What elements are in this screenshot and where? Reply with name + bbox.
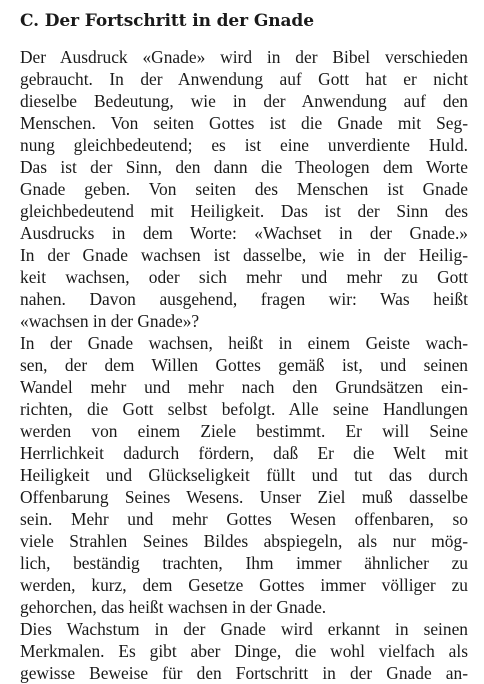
text-line: In der Gnade wachsen ist dasselbe, wie in der Heilig- (20, 245, 468, 265)
text-line: werden, kurz, dem Gesetze Gottes immer völliger zu (20, 575, 468, 595)
text-line: gebraucht. In der Anwendung auf Gott hat er nicht (20, 69, 468, 89)
text-line: Gnade geben. Von seiten des Menschen ist Gnade (20, 179, 468, 199)
text-line: Wandel mehr und mehr nach den Grundsätzen ein- (20, 377, 468, 397)
text-line: viele Strahlen Seines Bildes abspiegeln, als nur mög- (20, 531, 468, 551)
text-line: Heiligkeit und Glückseligkeit füllt und tut das durch (20, 465, 468, 485)
text-line: Ausdrucks in dem Worte: «Wachset in der Gnade.» (20, 223, 468, 243)
text-line: sein. Mehr und mehr Gottes Wesen offenbaren, so (20, 509, 468, 529)
text-line: In der Gnade wachsen, heißt in einem Geiste wach- (20, 333, 468, 353)
text-line: werden von einem Ziele bestimmt. Er will Seine (20, 421, 468, 441)
text-line: Merkmalen. Es gibt aber Dinge, die wohl vielfach als (20, 641, 468, 661)
text-line: Das ist der Sinn, den dann die Theologen dem Worte (20, 157, 468, 177)
text-line: Menschen. Von seiten Gottes ist die Gnade mit Seg- (20, 113, 468, 133)
text-line: dieselbe Bedeutung, wie in der Anwendung auf den (20, 91, 468, 111)
text-line: nahen. Davon ausgehend, fragen wir: Was heißt (20, 289, 468, 309)
text-line: Offenbarung Seines Wesens. Unser Ziel muß dasselbe (20, 487, 468, 507)
text-line: nung gleichbedeutend; es ist eine unverdiente Huld. (20, 135, 468, 155)
text-line: lich, beständig trachten, Ihm immer ähnlicher zu (20, 553, 468, 573)
text-line: richten, die Gott selbst befolgt. Alle seine Handlungen (20, 399, 468, 419)
text-line: Dies Wachstum in der Gnade wird erkannt in seinen (20, 619, 468, 639)
text-line: gewisse Beweise für den Fortschritt in der Gnade an- (20, 663, 468, 683)
body-text (20, 46, 468, 684)
text-line: Herrlichkeit dadurch fördern, daß Er die Welt mit (20, 443, 468, 463)
text-line: «wachsen in der Gnade»? (20, 311, 200, 331)
text-line: gehorchen, das heißt wachsen in der Gnade. (20, 597, 327, 617)
text-line: sen, der dem Willen Gottes gemäß ist, und seinen (20, 355, 468, 375)
text-line: Der Ausdruck «Gnade» wird in der Bibel verschieden (20, 47, 468, 67)
text-line: keit wachsen, oder sich mehr und mehr zu Gott (20, 267, 468, 287)
section-heading: C. Der Fortschritt in der Gnade (20, 11, 314, 31)
text-line: gleichbedeutend mit Heiligkeit. Das ist der Sinn des (20, 201, 468, 221)
